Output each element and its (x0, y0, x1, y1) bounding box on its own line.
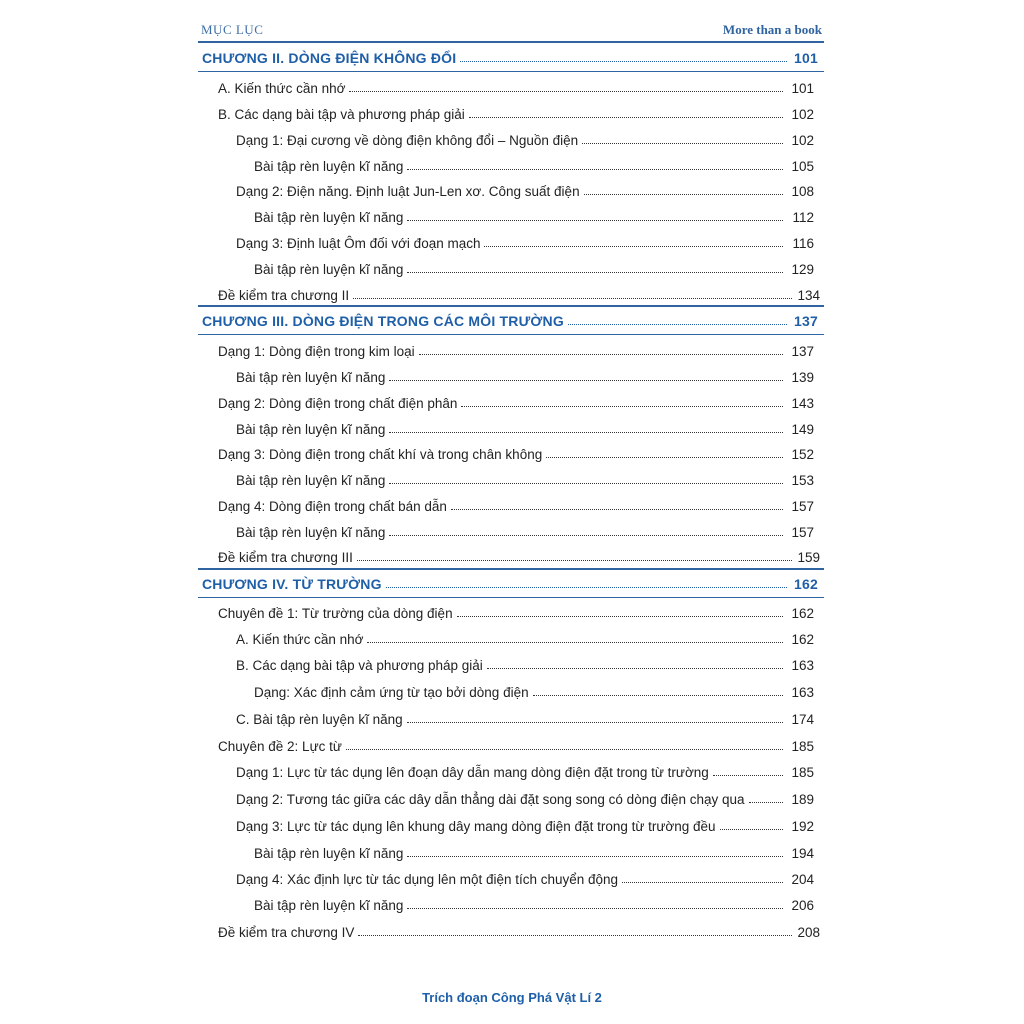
entry-page: 116 (792, 236, 814, 251)
entry-title: Đề kiểm tra chương III (218, 550, 353, 565)
entry-page: 143 (791, 396, 814, 411)
entry-page: 174 (791, 712, 814, 727)
dot-leader (419, 354, 783, 355)
entry-page: 152 (791, 447, 814, 462)
entry-page: 185 (791, 739, 814, 754)
entry-page: 101 (791, 81, 814, 96)
dot-leader (346, 749, 783, 750)
entry-page: 159 (797, 550, 820, 565)
toc-entry[interactable] (0, 736, 1024, 756)
toc-entry[interactable] (0, 470, 1024, 490)
chapter-title: CHƯƠNG II. DÒNG ĐIỆN KHÔNG ĐỔI (202, 50, 457, 66)
toc-entry[interactable] (0, 895, 1024, 915)
chapter-title: CHƯƠNG III. DÒNG ĐIỆN TRONG CÁC MÔI TRƯỜNG (202, 313, 564, 329)
chapter-rule (198, 334, 824, 336)
toc-entry[interactable] (0, 922, 1024, 942)
toc-entry[interactable] (0, 104, 1024, 124)
toc-entry[interactable] (0, 655, 1024, 675)
entry-page: 189 (791, 792, 814, 807)
dot-leader (389, 380, 783, 381)
dot-leader (389, 483, 783, 484)
toc-entry[interactable] (0, 207, 1024, 227)
dot-leader (460, 61, 787, 62)
toc-entry[interactable] (0, 496, 1024, 516)
toc-entry[interactable] (0, 682, 1024, 702)
entry-title: Bài tập rèn luyện kĩ năng (236, 370, 386, 385)
entry-title: Bài tập rèn luyện kĩ năng (254, 262, 404, 277)
toc-entry[interactable] (0, 181, 1024, 201)
dot-leader (353, 298, 792, 299)
entry-title: Bài tập rèn luyện kĩ năng (254, 846, 404, 861)
entry-page: 194 (791, 846, 814, 861)
entry-page: 105 (791, 159, 814, 174)
entry-page: 149 (791, 422, 814, 437)
entry-page: 204 (791, 872, 814, 887)
chapter-rule (198, 71, 824, 73)
dot-leader (357, 560, 792, 561)
dot-leader (407, 856, 783, 857)
dot-leader (349, 91, 783, 92)
dot-leader (358, 935, 792, 936)
entry-title: Đề kiểm tra chương IV (218, 925, 355, 940)
entry-title: Dạng 3: Lực từ tác dụng lên khung dây mang dòng điện đặt trong từ trường đều (236, 819, 716, 834)
entry-title: Dạng 1: Đại cương về dòng điện không đổi – Nguồn điện (236, 133, 579, 148)
dot-leader (407, 908, 783, 909)
entry-title: Chuyên đề 2: Lực từ (218, 739, 342, 754)
dot-leader (457, 616, 783, 617)
entry-page: 192 (791, 819, 814, 834)
toc-entry[interactable] (0, 762, 1024, 782)
entry-title: Dạng 1: Lực từ tác dụng lên đoạn dây dẫn mang dòng điện đặt trong từ trường (236, 765, 709, 780)
entry-page: 153 (791, 473, 814, 488)
dot-leader (568, 324, 787, 325)
chapter-heading[interactable] (198, 308, 824, 332)
toc-entry[interactable] (0, 156, 1024, 176)
dot-leader (720, 829, 783, 830)
dot-leader (407, 722, 783, 723)
entry-title: Bài tập rèn luyện kĩ năng (236, 422, 386, 437)
entry-page: 162 (791, 632, 814, 647)
chapter-page: 162 (794, 576, 818, 592)
toc-entry[interactable] (0, 709, 1024, 729)
entry-page: 185 (791, 765, 814, 780)
dot-leader (749, 802, 783, 803)
entry-title: C. Bài tập rèn luyện kĩ năng (236, 712, 403, 727)
toc-entry[interactable] (0, 629, 1024, 649)
toc-entry[interactable] (0, 843, 1024, 863)
entry-title: Bài tập rèn luyện kĩ năng (254, 210, 404, 225)
entry-page: 137 (791, 344, 814, 359)
dot-leader (584, 194, 783, 195)
entry-title: Dạng 4: Dòng điện trong chất bán dẫn (218, 499, 447, 514)
chapter-rule (198, 568, 824, 570)
chapter-page: 137 (794, 313, 818, 329)
chapter-heading[interactable] (198, 571, 824, 595)
entry-title: Bài tập rèn luyện kĩ năng (254, 159, 404, 174)
entry-page: 134 (797, 288, 820, 303)
dot-leader (469, 117, 783, 118)
toc-entry[interactable] (0, 603, 1024, 623)
dot-leader (487, 668, 783, 669)
toc-entry[interactable] (0, 367, 1024, 387)
running-header-left: MỤC LỤC (201, 22, 264, 37)
entry-page: 157 (791, 499, 814, 514)
entry-title: B. Các dạng bài tập và phương pháp giải (236, 658, 483, 673)
toc-entry[interactable] (0, 233, 1024, 253)
entry-page: 129 (791, 262, 814, 277)
entry-page: 206 (791, 898, 814, 913)
entry-title: B. Các dạng bài tập và phương pháp giải (218, 107, 465, 122)
entry-title: Dạng 3: Dòng điện trong chất khí và trong chân không (218, 447, 543, 462)
entry-title: Dạng 2: Tương tác giữa các dây dẫn thẳng dài đặt song song có dòng điện chạy qua (236, 792, 745, 807)
toc-entry[interactable] (0, 393, 1024, 413)
dot-leader (389, 535, 783, 536)
chapter-page: 101 (794, 50, 818, 66)
entry-title: Chuyên đề 1: Từ trường của dòng điện (218, 606, 453, 621)
dot-leader (367, 642, 783, 643)
toc-entry[interactable] (0, 78, 1024, 98)
dot-leader (389, 432, 783, 433)
toc-entry[interactable] (0, 869, 1024, 889)
dot-leader (546, 457, 783, 458)
running-header-right: More than a book (722, 22, 822, 37)
entry-page: 108 (791, 184, 814, 199)
entry-title: Dạng 1: Dòng điện trong kim loại (218, 344, 415, 359)
dot-leader (386, 587, 787, 588)
entry-page: 102 (791, 133, 814, 148)
page-footer: Trích đoạn Công Phá Vật Lí 2 (422, 990, 602, 1005)
toc-entry[interactable] (0, 341, 1024, 361)
dot-leader (622, 882, 783, 883)
toc-entry[interactable] (0, 130, 1024, 150)
entry-title: A. Kiến thức cần nhớ (218, 81, 346, 96)
chapter-rule (198, 305, 824, 307)
dot-leader (407, 220, 783, 221)
chapter-rule (198, 597, 824, 599)
toc-entry[interactable] (0, 444, 1024, 464)
toc-entry[interactable] (0, 419, 1024, 439)
entry-title: Bài tập rèn luyện kĩ năng (254, 898, 404, 913)
chapter-title: CHƯƠNG IV. TỪ TRƯỜNG (202, 576, 382, 592)
entry-title: Dạng 3: Định luật Ôm đối với đoạn mạch (236, 236, 481, 251)
entry-page: 112 (792, 210, 814, 225)
dot-leader (582, 143, 783, 144)
toc-entry[interactable] (0, 547, 1024, 567)
toc-entry[interactable] (0, 816, 1024, 836)
entry-page: 157 (791, 525, 814, 540)
toc-entry[interactable] (0, 259, 1024, 279)
entry-page: 208 (797, 925, 820, 940)
entry-title: Dạng 2: Điện năng. Định luật Jun-Len xơ. Công suất điện (236, 184, 580, 199)
dot-leader (484, 246, 783, 247)
entry-title: A. Kiến thức cần nhớ (236, 632, 364, 647)
entry-page: 162 (791, 606, 814, 621)
dot-leader (533, 695, 783, 696)
entry-page: 139 (791, 370, 814, 385)
dot-leader (407, 272, 783, 273)
dot-leader (713, 775, 783, 776)
entry-page: 102 (791, 107, 814, 122)
dot-leader (451, 509, 783, 510)
entry-page: 163 (791, 685, 814, 700)
dot-leader (461, 406, 783, 407)
toc-entry[interactable] (0, 789, 1024, 809)
entry-title: Dạng 2: Dòng điện trong chất điện phân (218, 396, 458, 411)
entry-title: Dạng 4: Xác định lực từ tác dụng lên một điện tích chuyển động (236, 872, 619, 887)
entry-title: Bài tập rèn luyện kĩ năng (236, 525, 386, 540)
toc-entry[interactable] (0, 522, 1024, 542)
chapter-heading[interactable] (198, 45, 824, 69)
entry-page: 163 (791, 658, 814, 673)
entry-title: Bài tập rèn luyện kĩ năng (236, 473, 386, 488)
toc-entry[interactable] (0, 285, 1024, 305)
dot-leader (407, 169, 783, 170)
entry-title: Đề kiểm tra chương II (218, 288, 350, 303)
entry-title: Dạng: Xác định cảm ứng từ tạo bởi dòng điện (254, 685, 529, 700)
